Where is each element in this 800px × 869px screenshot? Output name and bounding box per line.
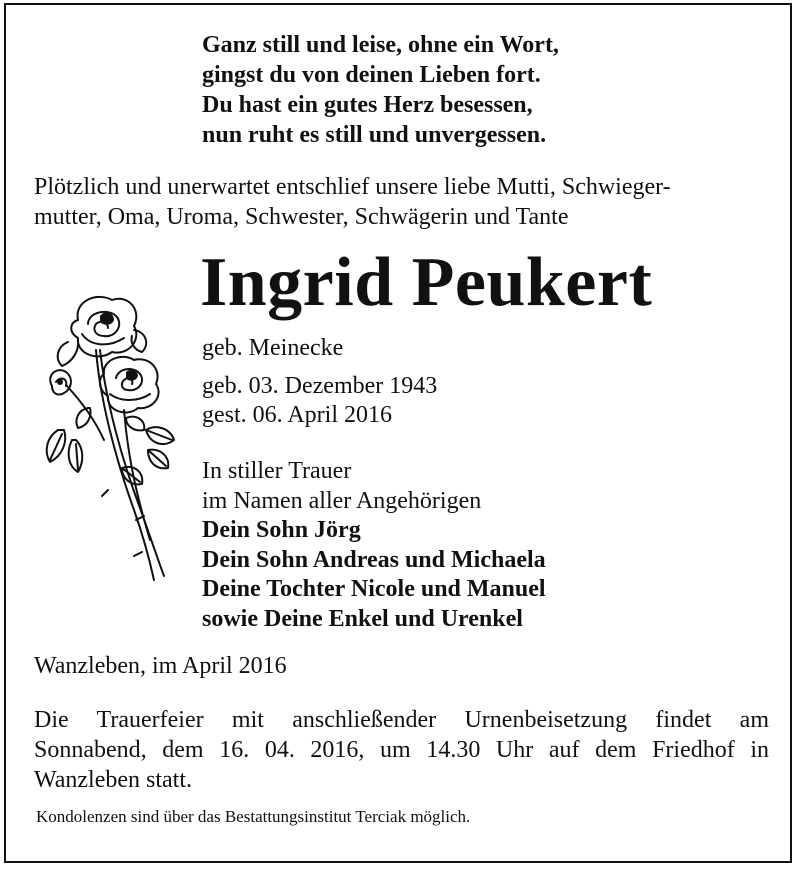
mourning-line: In stiller Trauer bbox=[202, 458, 352, 484]
intro-line: Plötzlich und unerwartet entschlief unsere liebe Mutti, Schwieger- bbox=[34, 174, 671, 200]
birth-name: geb. Meinecke bbox=[202, 335, 344, 361]
poem-line: nun ruht es still und unvergessen. bbox=[202, 122, 547, 148]
family-member: Dein Sohn Andreas und Michaela bbox=[202, 546, 546, 573]
service-line: Sonnabend, dem 16. 04. 2016, um 14.30 Uhr auf dem Friedhof in bbox=[34, 737, 769, 763]
poem bbox=[202, 30, 722, 150]
service-line: Die Trauerfeier mit anschließender Urnenbeisetzung findet am bbox=[34, 707, 769, 733]
mourning-line: im Namen aller Angehörigen bbox=[202, 487, 482, 514]
intro-line: mutter, Oma, Uroma, Schwester, Schwägerin und Tante bbox=[34, 204, 569, 230]
family-member: Dein Sohn Jörg bbox=[202, 517, 361, 543]
place-date: Wanzleben, im April 2016 bbox=[34, 653, 287, 679]
rose-illustration-icon bbox=[38, 290, 180, 590]
poem-line: gingst du von deinen Lieben fort. bbox=[202, 62, 541, 88]
service-line: Wanzleben statt. bbox=[34, 767, 193, 793]
deceased-name: Ingrid Peukert bbox=[200, 244, 653, 321]
mourners bbox=[202, 457, 546, 634]
condolence-note: Kondolenzen sind über das Bestattungsinstitut Terciak möglich. bbox=[36, 807, 471, 826]
intro-text bbox=[34, 172, 769, 232]
death-date: gest. 06. April 2016 bbox=[202, 402, 392, 428]
family-member: Deine Tochter Nicole und Manuel bbox=[202, 576, 546, 602]
life-dates bbox=[202, 372, 437, 430]
poem-line: Ganz still und leise, ohne ein Wort, bbox=[202, 32, 559, 58]
poem-line: Du hast ein gutes Herz besessen, bbox=[202, 92, 533, 118]
service-info bbox=[34, 705, 769, 795]
birth-date: geb. 03. Dezember 1943 bbox=[202, 373, 438, 399]
family-member: sowie Deine Enkel und Urenkel bbox=[202, 605, 523, 632]
